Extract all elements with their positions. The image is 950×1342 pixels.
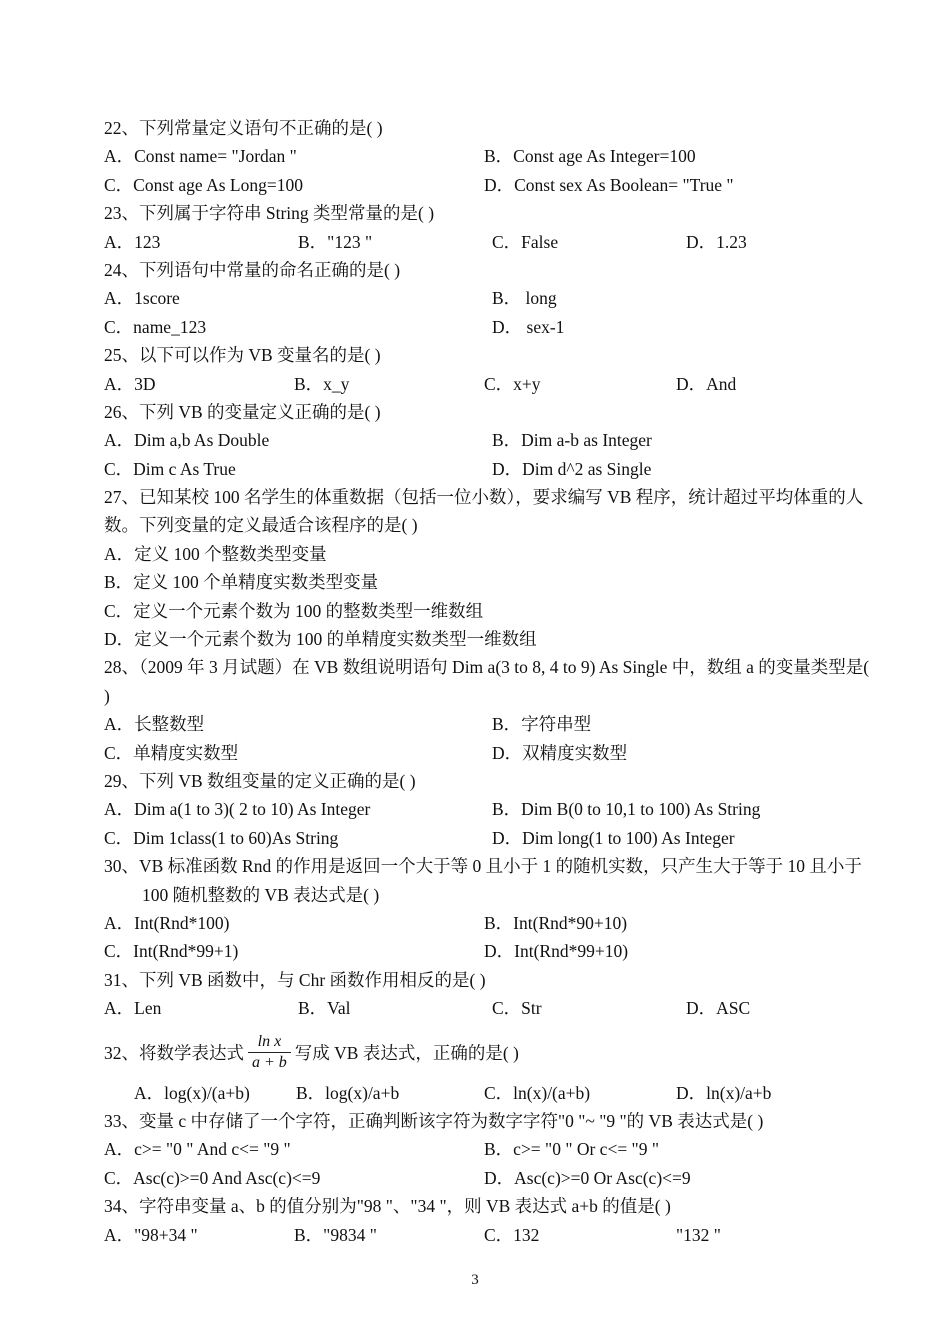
question-24-stem: 24、下列语句中常量的命名正确的是( ) xyxy=(104,259,401,280)
question-33-option-c: C．Asc(c)>=0 And Asc(c)<=9 xyxy=(104,1167,321,1188)
question-28-row1 xyxy=(104,710,872,738)
question-24-row1 xyxy=(104,284,872,312)
question-29-row2 xyxy=(104,824,872,852)
question-28-stem: 28、（2009 年 3 月试题）在 VB 数组说明语句 Dim a(3 to 8, 4 to 9) As Single 中，数组 a 的变量类型是( ) xyxy=(104,657,870,706)
question-22-option-a: A．Const name= "Jordan " xyxy=(104,146,297,167)
question-33-row2 xyxy=(104,1164,872,1192)
question-24-option-d: D． sex-1 xyxy=(492,316,565,337)
question-31-option-a: A．Len xyxy=(104,998,162,1019)
question-32-row xyxy=(104,1079,872,1107)
question-26-option-d: D．Dim d^2 as Single xyxy=(492,458,652,479)
question-27-option-a: A．定义 100 个整数类型变量 xyxy=(104,543,327,564)
question-34-row xyxy=(104,1221,872,1249)
question-30-stem: 30、VB 标准函数 Rnd 的作用是返回一个大于等 0 且小于 1 的随机实数，只产生大于等于 10 且小于 100 随机整数的 VB 表达式是( ) xyxy=(104,856,862,905)
question-33-option-d: D．Asc(c)>=0 Or Asc(c)<=9 xyxy=(484,1167,691,1188)
question-30-option-b: B．Int(Rnd*90+10) xyxy=(484,913,628,934)
question-27-stem: 27、已知某校 100 名学生的体重数据（包括一位小数），要求编写 VB 程序，统计超过平均体重的人数。下列变量的定义最适合该程序的是( ) xyxy=(104,487,864,536)
question-24-option-a: A．1score xyxy=(104,288,180,309)
question-29-option-c: C．Dim 1class(1 to 60)As String xyxy=(104,827,339,848)
math-fraction xyxy=(248,1032,291,1073)
question-22-row2 xyxy=(104,171,872,199)
question-27-option-d: D．定义一个元素个数为 100 的单精度实数类型一维数组 xyxy=(104,629,537,650)
question-30-option-c: C．Int(Rnd*99+1) xyxy=(104,941,239,962)
question-27-option-c: C．定义一个元素个数为 100 的整数类型一维数组 xyxy=(104,600,484,621)
question-27-option-b: B．定义 100 个单精度实数类型变量 xyxy=(104,572,379,593)
question-24-option-b: B． long xyxy=(492,288,557,309)
question-23-option-c: C．False xyxy=(492,231,559,252)
question-34-option-c: C．132 xyxy=(484,1224,540,1245)
question-28-option-c: C．单精度实数型 xyxy=(104,742,239,763)
question-29-option-a: A．Dim a(1 to 3)( 2 to 10) As Integer xyxy=(104,799,371,820)
question-28-option-b: B．字符串型 xyxy=(492,714,592,735)
question-26-row2 xyxy=(104,455,872,483)
fraction-denominator: a + b xyxy=(252,1054,287,1072)
question-26-option-c: C．Dim c As True xyxy=(104,458,236,479)
question-26-option-b: B．Dim a-b as Integer xyxy=(492,430,652,451)
question-25-row xyxy=(104,370,872,398)
question-33-option-b: B．c>= "0 " Or c<= "9 " xyxy=(484,1139,659,1160)
question-33-option-a: A．c>= "0 " And c<= "9 " xyxy=(104,1139,291,1160)
question-32-stem-before: 32、将数学表达式 xyxy=(104,1042,244,1063)
question-31-option-d: D．ASC xyxy=(686,998,751,1019)
question-26-stem: 26、下列 VB 的变量定义正确的是( ) xyxy=(104,401,381,422)
question-34-stem: 34、字符串变量 a、b 的值分别为"98 "、"34 "，则 VB 表达式 a+b 的值是( ) xyxy=(104,1196,671,1217)
question-28-option-d: D．双精度实数型 xyxy=(492,742,628,763)
question-23-option-b: B．"123 " xyxy=(298,231,373,252)
question-23-option-a: A．123 xyxy=(104,231,161,252)
question-31-row xyxy=(104,994,872,1022)
question-28-row2 xyxy=(104,739,872,767)
question-28-option-a: A．长整数型 xyxy=(104,714,205,735)
question-31-stem: 31、下列 VB 函数中，与 Chr 函数作用相反的是( ) xyxy=(104,969,486,990)
question-32-option-d: D．ln(x)/a+b xyxy=(676,1082,772,1103)
question-34-option-b: B．"9834 " xyxy=(294,1224,377,1245)
question-22-option-d: D．Const sex As Boolean= "True " xyxy=(484,174,734,195)
question-33-row1 xyxy=(104,1135,872,1163)
question-24-option-c: C．name_123 xyxy=(104,316,207,337)
question-33-stem: 33、变量 c 中存储了一个字符，正确判断该字符为数字字符"0 "~ "9 "的 VB 表达式是( ) xyxy=(104,1110,764,1131)
page-number: 3 xyxy=(471,1272,479,1288)
question-31-option-c: C．Str xyxy=(492,998,542,1019)
question-23-stem: 23、下列属于字符串 String 类型常量的是( ) xyxy=(104,203,435,224)
question-29-stem: 29、下列 VB 数组变量的定义正确的是( ) xyxy=(104,771,416,792)
question-23-option-d: D．1.23 xyxy=(686,231,747,252)
question-25-stem: 25、以下可以作为 VB 变量名的是( ) xyxy=(104,345,381,366)
question-32-option-a: A．log(x)/(a+b) xyxy=(134,1082,250,1103)
question-32-stem xyxy=(104,1023,872,1079)
question-29-option-d: D．Dim long(1 to 100) As Integer xyxy=(492,827,735,848)
question-26-option-a: A．Dim a,b As Double xyxy=(104,430,270,451)
fraction-numerator: ln x xyxy=(248,1032,291,1053)
question-list xyxy=(104,114,872,1249)
question-22-option-b: B．Const age As Integer=100 xyxy=(484,146,696,167)
question-22-option-c: C．Const age As Long=100 xyxy=(104,174,303,195)
question-25-option-a: A．3D xyxy=(104,373,156,394)
question-25-option-b: B．x_y xyxy=(294,373,350,394)
question-30-row1 xyxy=(104,909,872,937)
question-30-row2 xyxy=(104,937,872,965)
question-31-option-b: B．Val xyxy=(298,998,351,1019)
question-30-option-a: A．Int(Rnd*100) xyxy=(104,913,230,934)
question-34-option-a: A．"98+34 " xyxy=(104,1224,198,1245)
question-26-row1 xyxy=(104,426,872,454)
question-29-option-b: B．Dim B(0 to 10,1 to 100) As String xyxy=(492,799,761,820)
question-24-row2 xyxy=(104,313,872,341)
question-29-row1 xyxy=(104,795,872,823)
question-32-stem-after: 写成 VB 表达式，正确的是( ) xyxy=(294,1042,519,1063)
question-34-option-d: "132 " xyxy=(676,1224,721,1245)
question-22-row1 xyxy=(104,142,872,170)
question-22-stem: 22、下列常量定义语句不正确的是( ) xyxy=(104,118,383,138)
question-32-option-c: C．ln(x)/(a+b) xyxy=(484,1082,591,1103)
question-23-row xyxy=(104,228,872,256)
question-30-option-d: D．Int(Rnd*99+10) xyxy=(484,941,629,962)
question-32-option-b: B．log(x)/a+b xyxy=(296,1082,400,1103)
question-25-option-d: D．And xyxy=(676,373,737,394)
question-25-option-c: C．x+y xyxy=(484,373,541,394)
